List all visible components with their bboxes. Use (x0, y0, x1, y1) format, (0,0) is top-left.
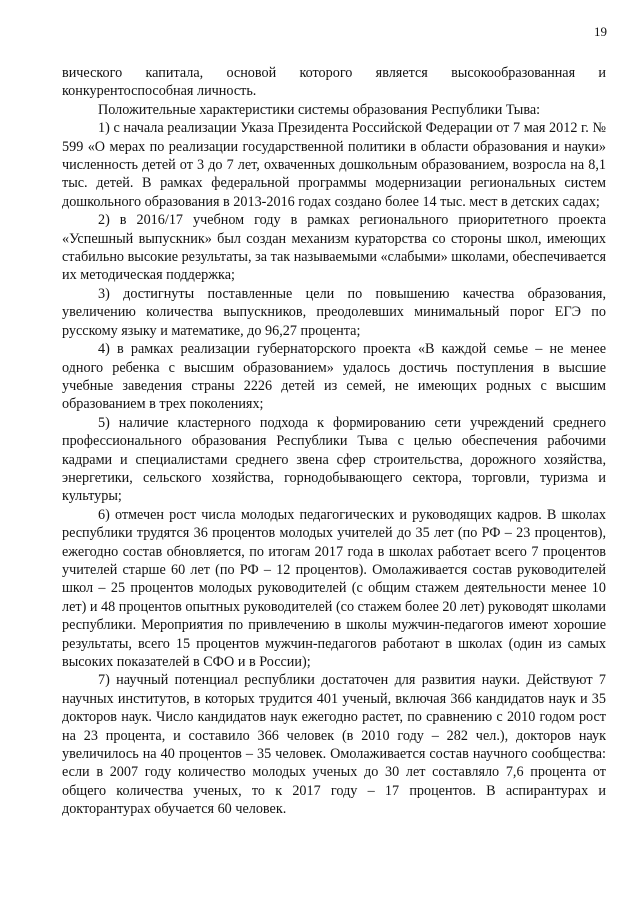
paragraph-intro: Положительные характеристики системы образования Республики Тыва: (98, 101, 541, 118)
paragraph-item-5: 5) наличие кластерного подхода к формированию сети учреждений среднего профессионального образования Республики Тыва с целью обеспечения рабочими кадрами и специалистами среднего звена сфер строительства, дорожного хозяйства, энергетики, сельского хозяйства, горнодобывающего сектора, торговли, туризма и культуры; (62, 414, 606, 505)
paragraph-item-6: 6) отмечен рост числа молодых педагогических и руководящих кадров. В школах республики трудятся 36 процентов молодых учителей до 35 лет (по РФ – 23 процентов), ежегодно состав обновляется, по итогам 2017 года в школах работает всего 7 процентов учителей старше 60 лет (по РФ – 12 процентов). Омолаживается состав руководителей школ – 25 процентов молодых руководителей (с общим стажем деятельности менее 10 лет) и 48 процентов опытных руководителей (со стажем более 20 лет) руководят школами республики. Мероприятия по привлечению в школы мужчин-педагогов имеют хорошие результаты, всего 15 процентов мужчин-педагогов работают в школах (один из самых высоких показателей в СФО и в России); (62, 506, 606, 670)
document-body (62, 64, 606, 819)
paragraph-item-7: 7) научный потенциал республики достаточен для развития науки. Действуют 7 научных институтов, в которых трудится 401 ученый, включая 366 кандидатов наук и 35 докторов наук. Число кандидатов наук ежегодно растет, по сравнению с 2010 годом рост на 23 процента, и составило 366 человек (в 2010 году – 282 чел.), докторов наук увеличилось на 40 процентов – 35 человек. Омолаживается состав научного сообщества: если в 2007 году количество молодых ученых до 30 лет составляло 7,6 процента от общего количества ученых, то к 2017 году – 17 процентов. В аспирантурах и докторантурах обучается 60 человек. (62, 672, 606, 818)
paragraph-item-2: 2) в 2016/17 учебном году в рамках регионального приоритетного проекта «Успешный выпускник» был создан механизм кураторства со стороны школ, имеющих стабильно высокие результаты, за так называемыми «слабыми» школами, обеспечивается их методическая поддержка; (62, 212, 606, 284)
paragraph-continuation: вического капитала, основой которого является высокообразованная и конкурентоспособная личность. (62, 65, 606, 100)
paragraph-item-1: 1) с начала реализации Указа Президента Российской Федерации от 7 мая 2012 г. № 599 «О мерах по реализации государственной политики в области образования и науки» численность детей от 3 до 7 лет, охваченных дошкольным образованием, возросла на 8,1 тыс. детей. В рамках федеральной программы модернизации региональных систем дошкольного образования в 2013-2016 годах создано более 14 тыс. мест в детских садах; (62, 120, 606, 210)
paragraph-item-3: 3) достигнуты поставленные цели по повышению качества образования, увеличению количества выпускников, преодолевших минимальный порог ЕГЭ по русскому языку и математике, до 96,27 процента; (62, 285, 606, 339)
page-number: 19 (594, 24, 607, 39)
paragraph-item-4: 4) в рамках реализации губернаторского проекта «В каждой семье – не менее одного ребенка с высшим образованием» удалось достичь поступления в высшие учебные заведения страны 2226 детей из семей, не имеющих родных с высшим образованием в трех поколениях; (62, 341, 606, 413)
